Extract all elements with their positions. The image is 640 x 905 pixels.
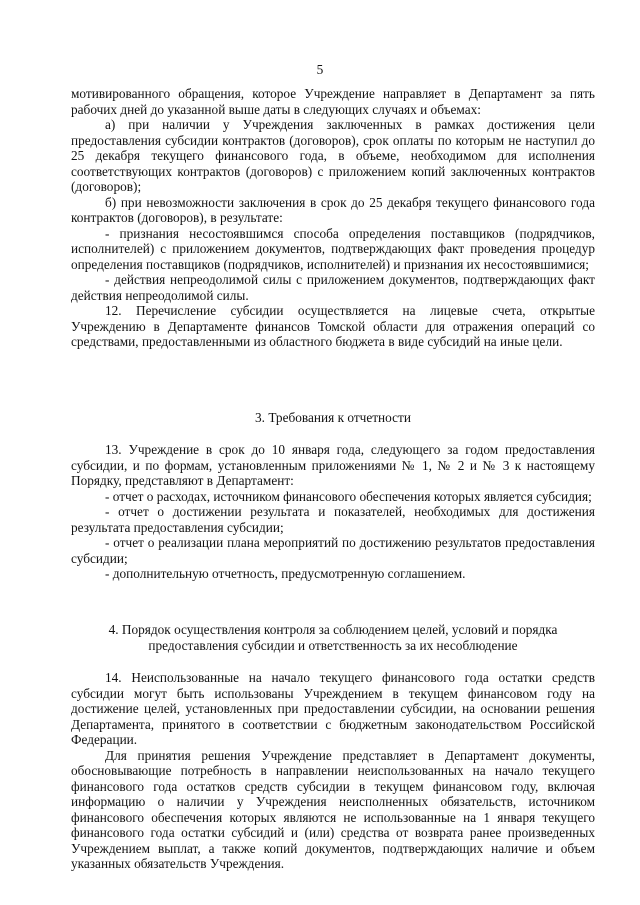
paragraph-b-item-1: - признания несостоявшимся способа определения поставщиков (подрядчиков, исполнителей) с приложением документов, подтверждающих факт проведения процедур определения поставщиков (подрядчиков, исполнителей) и признания их несостоявшимися; [71,225,595,272]
paragraph-continuation: мотивированного обращения, которое Учреждение направляет в Департамент за пять рабочих дней до указанной выше даты в следующих случаях и объемах: [71,86,595,117]
section-3-heading-block [71,410,595,426]
paragraph-13: 13. Учреждение в срок до 10 января года, следующего за годом предоставления субсидии, и по формам, установленным приложениями № 1, № 2 и № 3 к настоящему Порядку, представляют в Департамент: [71,442,595,488]
paragraph-12: 12. Перечисление субсидии осуществляется на лицевые счета, открытые Учреждению в Департаменте финансов Томской области для отражения операций со средствами, предоставленными из областного бюджета в виде субсидий на иные цели. [71,303,595,349]
section-3-heading: 3. Требования к отчетности [255,410,411,425]
report-item: - отчет о реализации плана мероприятий по достижению результатов предоставления субсидии; [71,535,595,566]
paragraph-a: а) при наличии у Учреждения заключенных в рамках достижения цели предоставления субсидии контрактов (договоров), срок оплаты по которым не наступил до 25 декабря текущего финансового года, в объеме, необходимом для исполнения соответствующих контрактов (договоров) с приложением копий заключенных контрактов (договоров); [71,117,595,194]
paragraph-b: б) при невозможности заключения в срок до 25 декабря текущего финансового года контрактов (договоров), в результате: [71,194,595,225]
paragraph-14: 14. Неиспользованные на начало текущего финансового года остатки средств субсидии могут быть использованы Учреждением в текущем финансовом году на достижение целей, установленных при предоставлении субсидии, на основании решения Департамента, принятого в соответствии с бюджетным законодательством Российской Федерации. [71,670,595,747]
section-4-heading-line-2: предоставления субсидии и ответственность за их несоблюдение [148,637,518,653]
section-4-heading-block [71,622,595,653]
section-4-block [71,670,595,872]
section-4-heading-line-1: 4. Порядок осуществления контроля за соблюдением целей, условий и порядка [108,622,558,637]
section-3-block [71,442,595,582]
report-item: - отчет о достижении результата и показателей, необходимых для достижения результата предоставления субсидии; [71,504,595,535]
page-number: 5 [316,62,324,77]
paragraph-14-continued: Для принятия решения Учреждение представляет в Департамент документы, обосновывающие потребность в направлении неиспользованных на начало текущего финансового года остатков средств субсидии в текущем финансовом году, включая информацию о наличии у Учреждения неисполненных обязательств, источником финансового обеспечения которых являются не использованные на 1 января текущего финансового года остатки субсидий и (или) средства от возврата ранее произведенных Учреждением выплат, а также копий документов, подтверждающих наличие и объем указанных обязательств Учреждения. [71,747,595,871]
intro-block [71,86,595,350]
paragraph-b-item-2: - действия непреодолимой силы с приложением документов, подтверждающих факт действия непреодолимой силы. [71,272,595,303]
report-item: - дополнительную отчетность, предусмотренную соглашением. [105,566,466,581]
report-item: - отчет о расходах, источником финансового обеспечения которых является субсидия; [105,488,592,504]
